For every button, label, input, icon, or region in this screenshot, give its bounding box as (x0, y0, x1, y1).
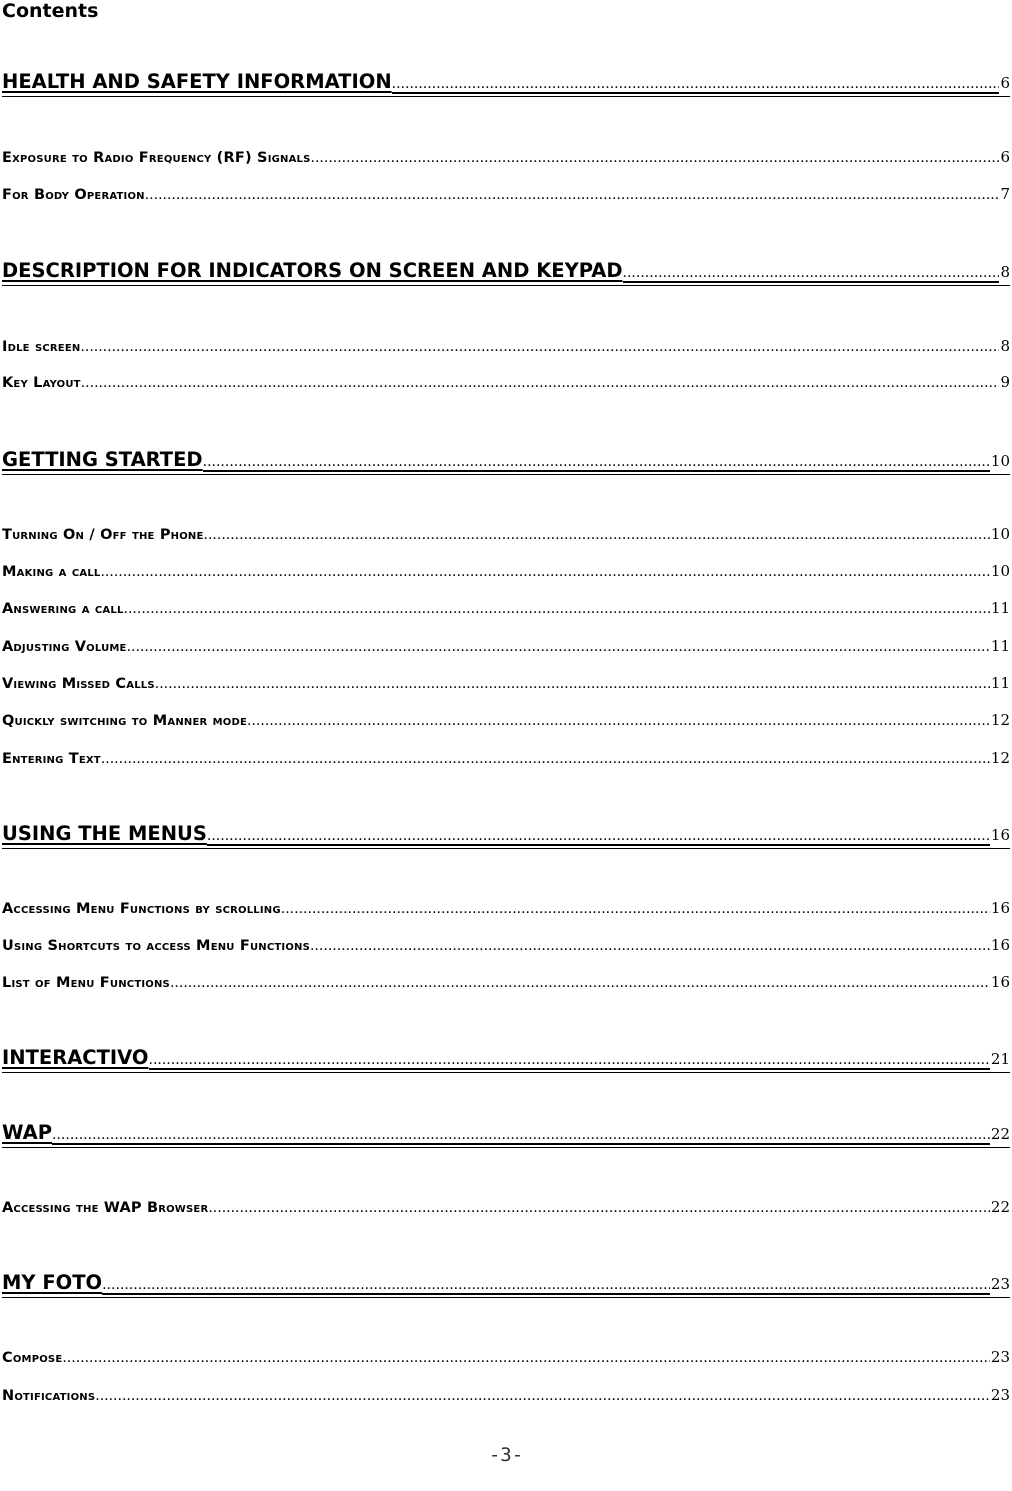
toc-entry-title: Idle screen (2, 339, 81, 355)
toc-leader-dots (208, 1200, 990, 1216)
toc-entry-title: WAP (2, 1121, 53, 1144)
toc-leader-dots (155, 676, 990, 692)
toc-leader-dots (62, 1350, 990, 1366)
toc-entry-page: 11 (990, 637, 1010, 655)
toc-entry-page: 6 (1000, 74, 1010, 92)
toc-entry-health-and-safety[interactable] (2, 70, 1010, 97)
toc-leader-dots (281, 901, 990, 917)
toc-entry-menu-scrolling[interactable] (2, 899, 1010, 919)
toc-entry-page: 10 (990, 525, 1010, 543)
toc-leader-dots (101, 751, 990, 767)
toc-entry-title: HEALTH AND SAFETY INFORMATION (2, 70, 392, 93)
toc-entry-making-call[interactable] (2, 562, 1010, 582)
toc-entry-page: 21 (990, 1050, 1010, 1068)
toc-leader-dots (81, 375, 1000, 391)
toc-entry-idle-screen[interactable] (2, 337, 1010, 357)
toc-leader-dots (149, 1052, 990, 1070)
toc-entry-title: MY FOTO (2, 1271, 103, 1294)
toc-entry-page: 22 (990, 1198, 1010, 1216)
toc-leader-dots (102, 1277, 990, 1295)
toc-entry-page: 22 (990, 1125, 1010, 1143)
toc-entry-exposure-rf[interactable] (2, 148, 1010, 168)
toc-entry-title: INTERACTIVO (2, 1046, 149, 1069)
toc-leader-dots (311, 150, 1000, 166)
toc-leader-dots (127, 639, 990, 655)
toc-entry-title: Accessing Menu Functions by scrolling (2, 901, 281, 917)
toc-entry-page: 12 (990, 711, 1010, 729)
toc-leader-dots (95, 1388, 990, 1404)
toc-entry-menu-list[interactable] (2, 973, 1010, 993)
toc-leader-dots (623, 265, 1000, 283)
toc-entry-title: DESCRIPTION FOR INDICATORS ON SCREEN AND KEYPAD (2, 259, 623, 282)
toc-entry-page: 9 (1000, 373, 1010, 391)
toc-entry-page: 16 (990, 936, 1010, 954)
toc-entry-menu-shortcuts[interactable] (2, 936, 1010, 956)
toc-entry-title: Answering a call (2, 601, 124, 617)
toc-entry-getting-started[interactable] (2, 448, 1010, 475)
toc-entry-page: 10 (990, 452, 1010, 470)
toc-entry-page: 11 (990, 599, 1010, 617)
page-number: -3- (488, 1444, 524, 1466)
toc-leader-dots (207, 828, 990, 846)
toc-entry-title: Viewing Missed Calls (2, 676, 155, 692)
toc-entry-page: 10 (990, 562, 1010, 580)
toc-leader-dots (145, 187, 1000, 203)
toc-entry-missed-calls[interactable] (2, 674, 1010, 694)
toc-leader-dots (52, 1127, 990, 1145)
toc-entry-entering-text[interactable] (2, 749, 1010, 769)
toc-leader-dots (392, 76, 1000, 94)
toc-entry-adjusting-volume[interactable] (2, 637, 1010, 657)
toc-entry-manner-mode[interactable] (2, 711, 1010, 731)
toc-entry-page: 16 (990, 899, 1010, 917)
toc-leader-dots (310, 938, 990, 954)
toc-entry-title: Turning On / Off the Phone (2, 527, 204, 543)
toc-entry-title: Entering Text (2, 751, 101, 767)
toc-leader-dots (100, 564, 989, 580)
toc-entry-title: Compose (2, 1350, 63, 1366)
toc-entry-interactivo[interactable] (2, 1046, 1010, 1073)
toc-entry-body-operation[interactable] (2, 185, 1010, 205)
toc-entry-page: 16 (990, 973, 1010, 991)
toc-entry-page: 8 (1000, 263, 1010, 281)
toc-leader-dots (247, 713, 990, 729)
toc-entry-using-menus[interactable] (2, 822, 1010, 849)
toc-leader-dots (203, 454, 990, 472)
toc-entry-title: Adjusting Volume (2, 639, 127, 655)
toc-entry-title: Making a call (2, 564, 101, 580)
toc-entry-page: 23 (990, 1275, 1010, 1293)
toc-entry-title: Notifications (2, 1388, 96, 1404)
toc-entry-wap[interactable] (2, 1121, 1010, 1148)
toc-entry-compose[interactable] (2, 1348, 1010, 1368)
toc-entry-page: 23 (990, 1348, 1010, 1366)
toc-entry-indicators[interactable] (2, 259, 1010, 286)
toc-entry-key-layout[interactable] (2, 373, 1010, 393)
toc-entry-title: GETTING STARTED (2, 448, 203, 471)
toc-entry-title: Key Layout (2, 375, 81, 391)
toc-entry-page: 23 (990, 1386, 1010, 1404)
toc-entry-page: 7 (1000, 185, 1010, 203)
toc-entry-my-foto[interactable] (2, 1271, 1010, 1298)
toc-entry-page: 12 (990, 749, 1010, 767)
toc-entry-title: Quickly switching to Manner mode (2, 713, 248, 729)
toc-leader-dots (170, 975, 990, 991)
toc-leader-dots (204, 527, 990, 543)
toc-entry-title: List of Menu Functions (2, 975, 170, 991)
toc-entry-answering-call[interactable] (2, 599, 1010, 619)
toc-entry-page: 6 (1000, 148, 1010, 166)
toc-entry-title: USING THE MENUS (2, 822, 207, 845)
toc-entry-turning-on-off[interactable] (2, 525, 1010, 545)
toc-entry-notifications[interactable] (2, 1386, 1010, 1406)
toc-entry-page: 16 (990, 826, 1010, 844)
toc-entry-title: Accessing the WAP Browser (2, 1200, 209, 1216)
toc-leader-dots (124, 601, 990, 617)
toc-entry-title: Using Shortcuts to access Menu Functions (2, 938, 311, 954)
contents-heading: Contents (2, 0, 99, 22)
toc-entry-title: Exposure to Radio Frequency (RF) Signals (2, 150, 311, 166)
toc-entry-page: 8 (1000, 337, 1010, 355)
toc-entry-page: 11 (990, 674, 1010, 692)
toc-leader-dots (80, 339, 999, 355)
toc-entry-wap-browser[interactable] (2, 1198, 1010, 1218)
toc-entry-title: For Body Operation (2, 187, 145, 203)
